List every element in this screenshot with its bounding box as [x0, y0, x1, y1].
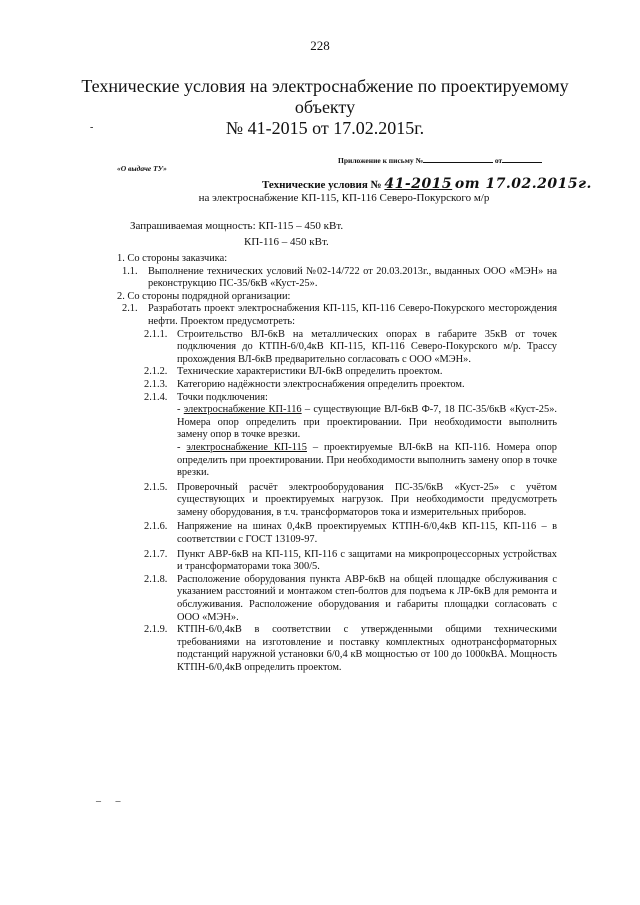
section-2-1-3	[117, 379, 557, 392]
tu-handwritten-date: от 17.02.2015г.	[454, 176, 592, 192]
section-number: 2.1.7.	[144, 548, 168, 560]
connection-point-a-link: электроснабжение КП-116	[183, 404, 302, 416]
connection-point-b: - электроснабжение КП-115 – проектируемые ВЛ-6кВ на КП-116. Номера опор определить при проектировании. При необходимости выполнить замену опор в точке врезки.	[177, 441, 557, 479]
stamp-right-prefix: Приложение к письму №	[338, 156, 424, 165]
power-line2: КП-116 – 450 кВт.	[244, 236, 329, 248]
document-title	[70, 76, 580, 139]
section-number: 2.1.	[122, 303, 138, 315]
section-text: Категорию надёжности электроснабжения определить проектом.	[177, 378, 465, 390]
section-text: Разработать проект электроснабжения КП-115, КП-116 Северо-Покурского месторождения нефти. Проектом предусмотреть:	[148, 303, 557, 327]
section-2-1-5	[117, 482, 557, 520]
document-body	[117, 253, 557, 675]
power-line1: Запрашиваемая мощность: КП-115 – 450 кВт.	[130, 220, 344, 232]
section-2-1-9	[117, 624, 557, 674]
stamp-left: «О выдаче ТУ»	[117, 164, 167, 173]
page-number: 228	[310, 38, 330, 53]
section-1-1	[117, 266, 557, 291]
tu-label: Технические условия №	[262, 179, 382, 191]
section-2-1-8	[117, 574, 557, 624]
section-2-1-1	[117, 329, 557, 367]
section-number: 2.1.5.	[144, 481, 168, 493]
section-2-1	[117, 303, 557, 328]
stamp-blank-date	[502, 156, 542, 163]
section-2-1-6	[117, 521, 557, 546]
section-number: 2.1.1.	[144, 328, 168, 340]
connection-point-a: - электроснабжение КП-116 – существующие ВЛ-6кВ Ф-7, 18 ПС-35/6кВ «Куст-25». Номера опор определить при проектировании. При необходимости выполнить замену опор в точке врезки.	[177, 404, 557, 441]
section-text: Выполнение технических условий №02-14/722 от 20.03.2013г., выданных ООО «МЭН» на реконструкцию ПС-35/6кВ «Куст-25».	[148, 265, 557, 290]
bottom-margin-mark: – –	[96, 796, 127, 807]
section-text: Строительство ВЛ-6кВ на металлических опорах в габарите 35кВ от точек подключения до КТПН-6/0,4кВ КП-115, КП-116 Северо-Покурского м/р. Трассу прохождения ВЛ-6кВ предварительно согласовать с ООО «МЭН».	[177, 328, 557, 365]
stamp-right	[338, 156, 542, 165]
stamp-blank	[423, 156, 493, 163]
connection-point-b-text: – проектируемые ВЛ-6кВ на КП-116. Номера опор определить при проектировании. При необходимости выполнить замену опор в точке врезки.	[177, 441, 557, 479]
section-text: КТПН-6/0,4кВ в соответствии с утвержденными общими техническими требованиями на изготовление и поставку комплектных однотрансформаторных подстанций наружной установки 6/0,4 кВ мощностью от 100 до 1000кВА. Мощность КТПН-6/0,4кВ определить проектом.	[177, 624, 557, 673]
section-2-1-7	[117, 549, 557, 574]
section-2-1-2	[117, 366, 557, 379]
section-number: 2.1.6.	[144, 521, 168, 533]
section-2-heading: 2. Со стороны подрядной организации:	[117, 290, 291, 302]
requested-power	[130, 218, 343, 250]
connection-point-a-text: – существующие ВЛ-6кВ Ф-7, 18 ПС-35/6кВ «Куст-25». Номера опор определить при проектировании. При необходимости выполнить замену опор в точке врезки.	[177, 404, 557, 441]
section-number: 2.1.9.	[144, 624, 168, 636]
section-number: 2.1.8.	[144, 573, 168, 585]
section-number: 2.1.4.	[144, 391, 168, 403]
section-number: 2.1.2.	[144, 366, 168, 378]
tu-handwritten-number: 41-2015	[384, 176, 453, 192]
section-2-1-4	[117, 392, 557, 405]
section-text: Технические характеристики ВЛ-6кВ определить проектом.	[177, 366, 443, 378]
document-title-line1: Технические условия на электроснабжение по проектируемому объекту	[81, 76, 569, 117]
section-text: Точки подключения:	[177, 391, 268, 403]
document-title-line2: № 41-2015 от 17.02.2015г.	[225, 118, 425, 138]
section-number: 1.1.	[122, 265, 138, 277]
section-text: Напряжение на шинах 0,4кВ проектируемых КТПН-6/0,4кВ КП-115, КП-116 – в соответствии с ГОСТ 13109-97.	[177, 521, 557, 546]
stamp-right-from: от	[494, 156, 503, 165]
section-number: 2.1.3.	[144, 378, 168, 390]
section-text: Расположение оборудования пункта АВР-6кВ на общей площадке обслуживания с указанием расстояний и монтажом степ-болтов для подъема к ЛР-6кВ для ремонта и обслуживания. Расположение оборудования и габариты площадки согласовать с ООО «МЭН».	[177, 573, 557, 623]
connection-point-b-link: электроснабжение КП-115	[186, 441, 307, 453]
section-1-heading: 1. Со стороны заказчика:	[117, 253, 228, 264]
section-text: Пункт АВР-6кВ на КП-115, КП-116 с защитами на микропроцессорных устройствах и трансформаторами тока 300/5.	[177, 548, 557, 573]
section-text: Проверочный расчёт электрооборудования ПС-35/6кВ «Куст-25» с учётом существующих и проектируемых нагрузок. При необходимости предусмотреть замену оборудования, в т.ч. трансформаторов тока и измерительных приборов.	[177, 481, 557, 518]
tu-heading	[262, 176, 592, 192]
margin-mark: -	[90, 122, 94, 133]
tu-subtitle: на электроснабжение КП-115, КП-116 Северо-Покурского м/р	[198, 192, 490, 204]
